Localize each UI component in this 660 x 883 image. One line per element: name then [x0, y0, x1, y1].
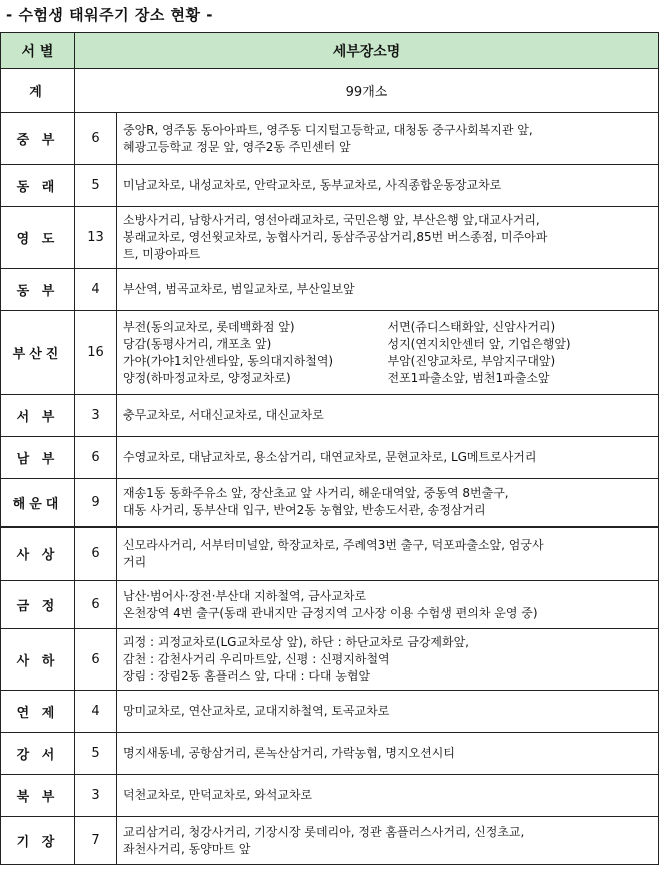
- place-count: 6: [75, 527, 117, 581]
- table-row: [1, 165, 659, 207]
- place-line: 가야(가야1치안센타앞, 동의대지하철역): [123, 353, 334, 368]
- place-line: 교리삼거리, 청강사거리, 기장시장 롯데리아, 정관 홈플러스사거리, 신정초교,: [123, 824, 525, 839]
- place-line: 망미교차로, 연산교차로, 교대지하철역, 토곡교차로: [123, 704, 390, 718]
- place-list: [117, 113, 659, 165]
- place-list: [117, 629, 659, 691]
- place-line: 덕천교차로, 만덕교차로, 와석교차로: [123, 788, 313, 802]
- place-line: 부암(진양교차로, 부암지구대앞): [387, 353, 556, 368]
- place-count: 3: [75, 775, 117, 817]
- table-row: [1, 479, 659, 527]
- place-list: [117, 395, 659, 437]
- place-columns: [123, 319, 652, 387]
- district-name: 연 제: [1, 691, 75, 733]
- table-row: [1, 437, 659, 479]
- district-name: 북 부: [1, 775, 75, 817]
- place-line: 혜광고등학교 정문 앞, 영주2동 주민센터 앞: [123, 139, 351, 154]
- place-count: 13: [75, 207, 117, 269]
- table-row: [1, 395, 659, 437]
- district-name: 기 장: [1, 817, 75, 865]
- place-count: 6: [75, 113, 117, 165]
- table-row: [1, 269, 659, 311]
- place-list: [117, 269, 659, 311]
- place-count: 6: [75, 437, 117, 479]
- place-line: 거리: [123, 554, 147, 569]
- place-count: 6: [75, 581, 117, 629]
- place-line: 소방사거리, 남항사거리, 영선아래교차로, 국민은행 앞, 부산은행 앞,대교사거리,: [123, 213, 540, 227]
- district-name: 강 서: [1, 733, 75, 775]
- district-name: 사 하: [1, 629, 75, 691]
- place-line: 온천장역 4번 출구(동래 관내지만 금정지역 고사장 이용 수험생 편의차 운영 중): [123, 605, 538, 620]
- place-line: 성지(연지치안센터 앞, 기업은행앞): [387, 336, 571, 351]
- table-row: [1, 207, 659, 269]
- place-list: [117, 527, 659, 581]
- place-count: 5: [75, 733, 117, 775]
- place-list: [117, 581, 659, 629]
- place-line: 장림 : 장림2동 홈플러스 앞, 다대 : 다대 농협앞: [123, 669, 371, 683]
- place-line: 봉래교차로, 영선윗교차로, 농협사거리, 동삼주공삼거리,85번 버스종점, 미주아파: [123, 230, 548, 244]
- table-row: [1, 629, 659, 691]
- place-line: 감천 : 감천사거리 우리마트앞, 신평 : 신평지하철역: [123, 652, 390, 666]
- district-name: 동 래: [1, 165, 75, 207]
- place-line: 대동 사거리, 동부산대 입구, 반여2동 농협앞, 반송도서관, 송정삼거리: [123, 503, 486, 518]
- header-row: [1, 33, 659, 69]
- place-list: [117, 479, 659, 527]
- table-row: [1, 775, 659, 817]
- place-line: 서면(쥬디스태화앞, 신암사거리): [387, 319, 556, 334]
- place-column-right: [388, 319, 653, 387]
- place-list: [117, 775, 659, 817]
- place-count: 9: [75, 479, 117, 527]
- table-row: [1, 817, 659, 865]
- place-line: 좌천사거리, 동양마트 앞: [123, 841, 251, 856]
- table-row: [1, 527, 659, 581]
- header-places: 세부장소명: [75, 33, 659, 69]
- place-count: 4: [75, 269, 117, 311]
- total-label: 계: [1, 69, 75, 113]
- total-row: [1, 69, 659, 113]
- place-list: [117, 733, 659, 775]
- district-name: 남 부: [1, 437, 75, 479]
- place-list: [117, 817, 659, 865]
- district-name: 서 부: [1, 395, 75, 437]
- place-count: 4: [75, 691, 117, 733]
- table-row: [1, 691, 659, 733]
- place-list: [117, 691, 659, 733]
- place-line: 괴정 : 괴정교차로(LG교차로상 앞), 하단 : 하단교차로 금강제화앞,: [123, 635, 469, 649]
- table-row: [1, 733, 659, 775]
- place-list: [117, 437, 659, 479]
- place-count: 16: [75, 311, 117, 395]
- place-line: 충무교차로, 서대신교차로, 대신교차로: [123, 408, 324, 422]
- place-line: 부산역, 범곡교차로, 범일교차로, 부산일보앞: [123, 282, 355, 296]
- table-row: [1, 113, 659, 165]
- district-name: 영 도: [1, 207, 75, 269]
- place-line: 트, 미광아파트: [123, 247, 201, 261]
- place-column-left: [123, 319, 388, 387]
- place-line: 신모라사거리, 서부터미널앞, 학장교차로, 주례역3번 출구, 덕포파출소앞, 엄궁사: [123, 537, 544, 552]
- total-value: 99개소: [75, 69, 659, 113]
- place-line: 중앙R, 영주동 동아아파트, 영주동 디지털고등학교, 대청동 중구사회복지관 앞,: [123, 122, 533, 137]
- place-list: [117, 311, 659, 395]
- place-line: 당감(동평사거리, 개포초 앞): [123, 336, 272, 351]
- place-list: [117, 165, 659, 207]
- place-line: 남산·범어사·장전·부산대 지하철역, 금사교차로: [123, 588, 367, 603]
- place-line: 미남교차로, 내성교차로, 안락교차로, 동부교차로, 사직종합운동장교차로: [123, 178, 502, 192]
- district-name: 금 정: [1, 581, 75, 629]
- place-line: 전포1파출소앞, 범천1파출소앞: [387, 370, 550, 385]
- place-count: 6: [75, 629, 117, 691]
- place-line: 명지새동네, 공항삼거리, 론녹산삼거리, 가락농협, 명지오션시티: [123, 746, 455, 760]
- table-row: [1, 581, 659, 629]
- location-table: [0, 32, 659, 865]
- place-line: 재송1동 동화주유소 앞, 장산초교 앞 사거리, 해운대역앞, 중동역 8번출구,: [123, 486, 509, 501]
- district-name: 동 부: [1, 269, 75, 311]
- place-count: 7: [75, 817, 117, 865]
- place-count: 5: [75, 165, 117, 207]
- place-count: 3: [75, 395, 117, 437]
- place-list: [117, 207, 659, 269]
- place-line: 수영교차로, 대남교차로, 용소삼거리, 대연교차로, 문현교차로, LG메트로사거리: [123, 450, 537, 464]
- header-district: 서 별: [1, 33, 75, 69]
- district-name: 해운대: [1, 479, 75, 527]
- place-line: 양정(하마정교차로, 양정교차로): [123, 370, 291, 385]
- district-name: 부산진: [1, 311, 75, 395]
- page-title: - 수험생 태워주기 장소 현황 -: [6, 6, 213, 24]
- district-name: 사 상: [1, 527, 75, 581]
- place-line: 부전(동의교차로, 롯데백화점 앞): [123, 319, 295, 334]
- district-name: 중 부: [1, 113, 75, 165]
- table-row: [1, 311, 659, 395]
